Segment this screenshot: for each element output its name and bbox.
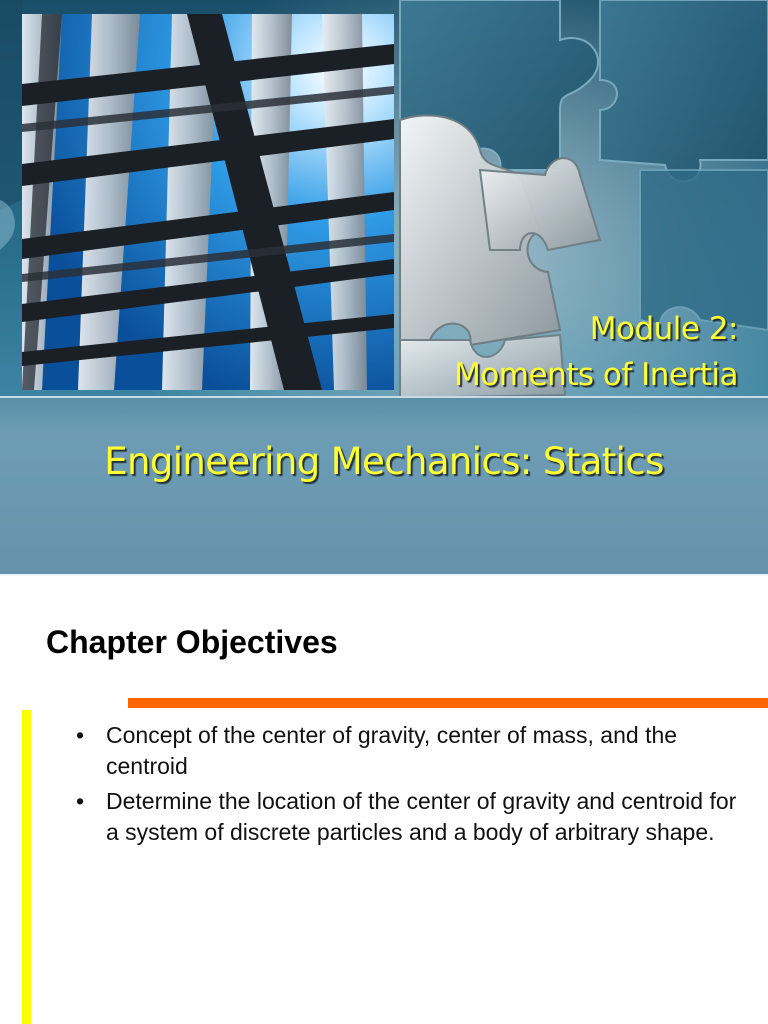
objectives-heading: Chapter Objectives [46,624,338,660]
orange-accent-rule [128,698,768,708]
list-item [72,720,742,782]
list-item [72,786,742,848]
objectives-slide [0,578,768,1024]
objective-text: Concept of the center of gravity, center of mass, and the centroid [106,722,678,779]
course-title: Engineering Mechanics: Statics [104,440,664,483]
bullet-icon: • [76,722,85,748]
steel-beams-photo [22,14,394,390]
module-title [454,306,738,398]
objective-text: Determine the location of the center of gravity and centroid for a system of discrete particles and a body of arbitrary shape. [106,788,737,845]
objectives-list [72,720,742,852]
module-number: Module 2: [589,311,738,347]
module-topic: Moments of Inertia [454,357,738,393]
title-band [0,398,768,574]
bullet-icon: • [76,788,85,814]
yellow-side-bar [22,710,31,1024]
slide-bottom-edge [0,574,768,576]
